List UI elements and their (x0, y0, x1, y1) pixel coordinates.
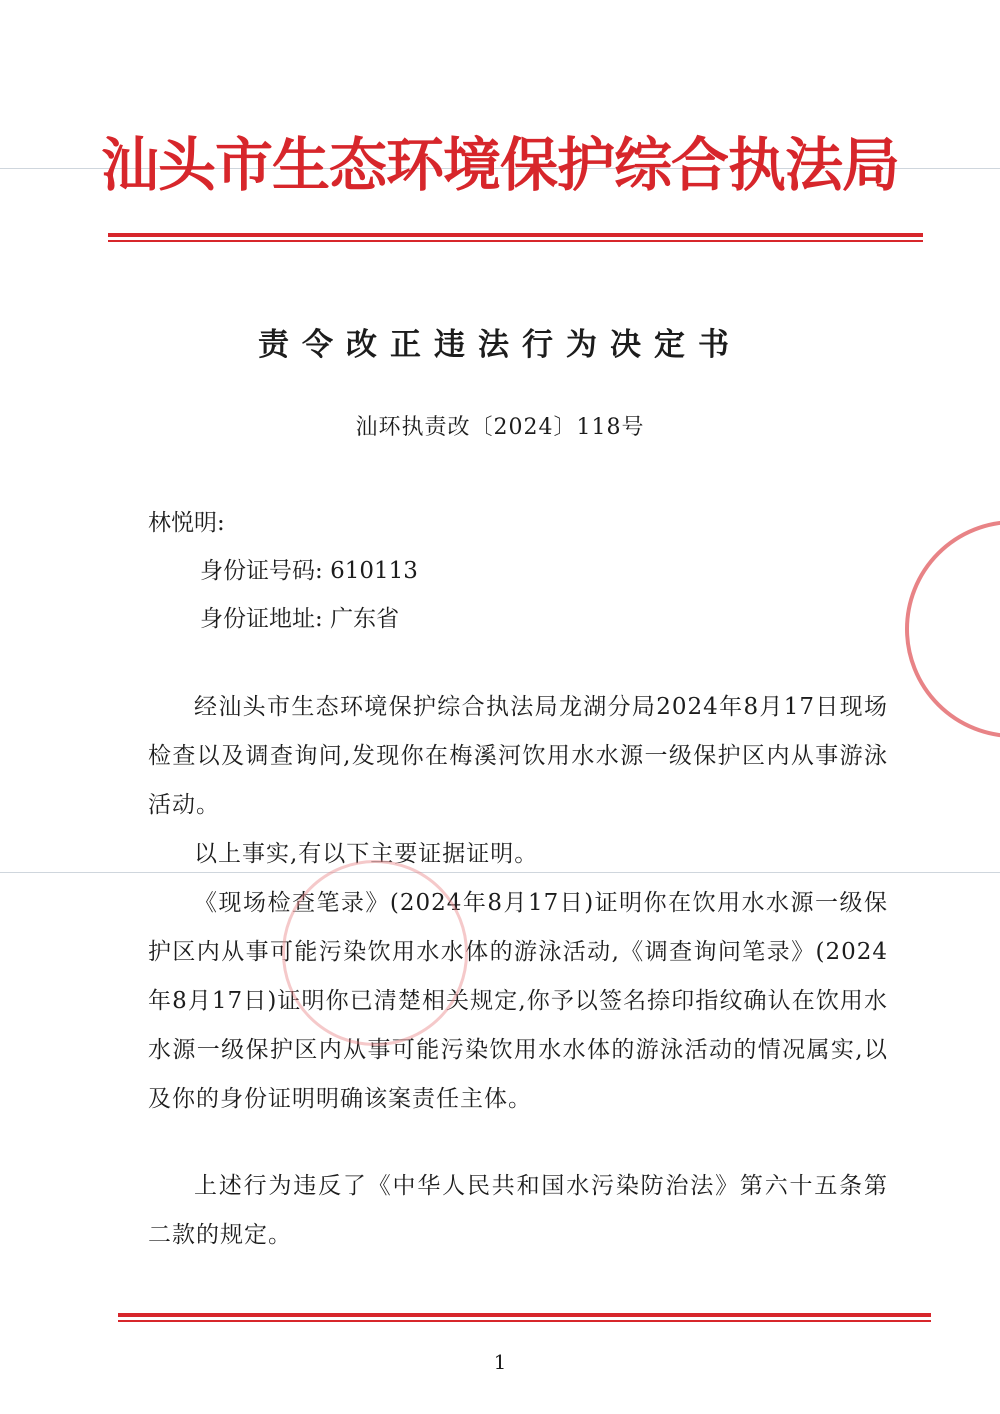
body-paragraph: 上述行为违反了《中华人民共和国水污染防治法》第六十五条第二款的规定。 (148, 1173, 888, 1248)
body-paragraph: 以上事实,有以下主要证据证明。 (194, 841, 539, 867)
document-number: 汕环执责改〔2024〕118号 (355, 415, 645, 440)
page-number: 1 (493, 1350, 507, 1374)
redaction-block (440, 604, 880, 634)
recipient-name: 林悦明: (148, 510, 225, 536)
header-rule-thick (108, 233, 923, 237)
redaction-block (444, 556, 634, 586)
footer-rule-thin (118, 1320, 931, 1322)
id-number-label: 身份证号码: (200, 558, 323, 584)
faint-seal-impression (282, 860, 468, 1046)
official-seal-stamp (905, 520, 1000, 738)
header-rule-thin (108, 240, 923, 242)
document-title: 责令改正违法行为决定书 (258, 327, 742, 363)
body-paragraph: 《现场检查笔录》(2024年8月17日)证明你在饮用水水源一级保护区内从事可能污染饮用水水体的游泳活动,《调查询问笔录》(2024年8月17日)证明你已清楚相关规定,你予以签名捺印指纹确认在饮用水水源一级保护区内从事可能污染饮用水水体的游泳活动的情况属实,以及你的身份证明明确该案责任主体。 (148, 890, 888, 1112)
id-address-label: 身份证地址: (200, 606, 323, 632)
id-address-row (200, 608, 399, 631)
body-paragraph: 经汕头市生态环境保护综合执法局龙湖分局2024年8月17日现场检查以及调查询问,发现你在梅溪河饮用水水源一级保护区内从事游泳活动。 (148, 694, 888, 818)
footer-rule-thick (118, 1313, 931, 1317)
id-number-value: 610113 (330, 558, 418, 584)
id-number-row (200, 560, 418, 583)
agency-header: 汕头市生态环境保护综合执法局 (100, 131, 899, 199)
id-address-value: 广东省 (330, 606, 400, 632)
